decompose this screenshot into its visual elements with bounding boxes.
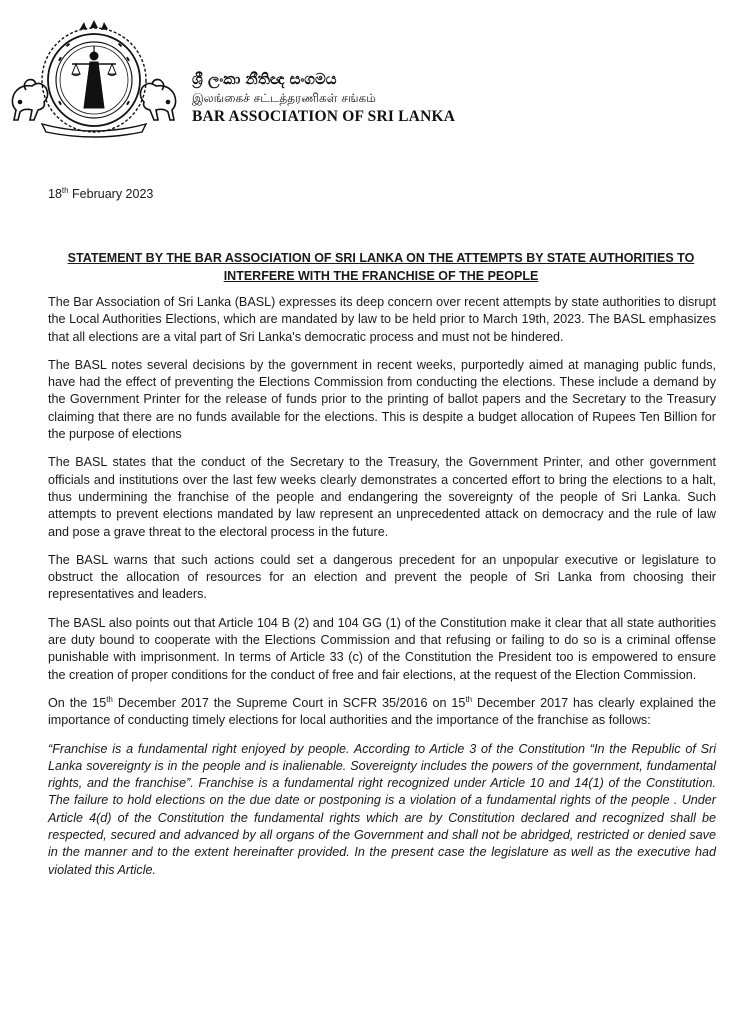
bar-association-crest-icon — [6, 12, 182, 142]
paragraph: The Bar Association of Sri Lanka (BASL) expresses its deep concern over recent attempts by state authorities to disrupt the Local Authorities Elections, which are mandated by law to be held prior to March 19th, 2023. The BASL emphasizes that all elections are a vital part of Sri Lanka's democratic process and must not be hindered. — [48, 295, 716, 344]
paragraph: The BASL also points out that Article 104 B (2) and 104 GG (1) of the Constitution make it clear that all state authorities are duty bound to cooperate with the Elections Commission and that refusing or failing to do so is a criminal offense punishable with imprisonment. In terms of Article 33 (c) of the Constitution the President too is empowered to ensure the creation of proper conditions for the conduct of free and fair elections, at the request of the Election Commission. — [48, 615, 716, 682]
court-paragraph — [48, 695, 716, 730]
date-day-suffix: th — [61, 185, 69, 195]
ordinal-suffix: th — [465, 694, 473, 704]
paragraph: The BASL warns that such actions could set a dangerous precedent for an unpopular executive or legislature to obstruct the allocation of resources for an election and prevent the people of Sri Lanka from choosing their representatives and leaders. — [48, 552, 716, 602]
letterhead — [0, 0, 746, 150]
statement-body — [48, 294, 716, 890]
document-date — [48, 186, 153, 202]
court-paragraph-part: December 2017 the Supreme Court in SCFR 35/2016 on 15 — [112, 695, 466, 710]
organization-names — [192, 70, 455, 127]
court-quote: “Franchise is a fundamental right enjoyed by people. According to Article 3 of the Constitution “In the Republic of Sri Lanka sovereignty is in the people and is inalienable. Sovereignty includes the powers of the government, fundamental rights, and the franchise”. Franchise is a fundamental right recognized under Article 10 and 14(1) of the Constitution. The failure to hold elections on the due date or postponing is a violation of a fundamental rights of the people . Under Article 4(d) of the Constitution the fundamental rights which are by Constitution declared and recognized shall be respected, secured and advanced by all organs of the Government and shall not be abridged, restricted or denied save in the manner and to the extent hereinafter provided. In the present case the legislature as well as the executive had violated this Article. — [48, 741, 716, 877]
court-paragraph-part: December 2017 has clearly explained the importance of conducting timely elections for local authorities and the importance of the franchise as follows: — [48, 695, 716, 728]
org-name-tamil: இலங்கைச் சட்டத்தரணிகள் சங்கம் — [192, 91, 376, 105]
ordinal-suffix: th — [106, 694, 113, 704]
org-name-english: BAR ASSOCIATION OF SRI LANKA — [192, 108, 456, 125]
paragraph: The BASL states that the conduct of the Secretary to the Treasury, the Government Printer, and other government officials and institutions over the last few weeks clearly demonstrates a concerted effort to bring the elections to a halt, thus undermining the franchise of the people and endangering the sovereignty of the people of Sri Lanka. Such attempts to prevent elections mandated by law represent an unprecedented attack on democracy and the rule of law and pose a grave threat to the electoral process in the future. — [48, 455, 716, 539]
org-name-sinhala: ශ්‍රී ලංකා නීතිඥ සංගමය — [192, 70, 337, 88]
date-month-year: February 2023 — [68, 187, 154, 201]
date-day: 18 — [48, 187, 62, 201]
court-paragraph-part: On the 15 — [48, 695, 107, 710]
statement-title: STATEMENT BY THE BAR ASSOCIATION OF SRI LANKA ON THE ATTEMPTS BY STATE AUTHORITIES TO INTERFERE WITH THE FRANCHISE OF THE PEOPLE — [67, 251, 695, 283]
paragraph: The BASL notes several decisions by the government in recent weeks, purportedly aimed at managing public funds, have had the effect of preventing the Elections Commission from conducting the elections. These include a demand by the Government Printer for the release of funds prior to the printing of ballot papers and the Secretary to the Treasury claiming that there are no funds available for the elections. This is despite a budget allocation of Rupees Ten Billion for the purpose of elections — [48, 357, 716, 442]
